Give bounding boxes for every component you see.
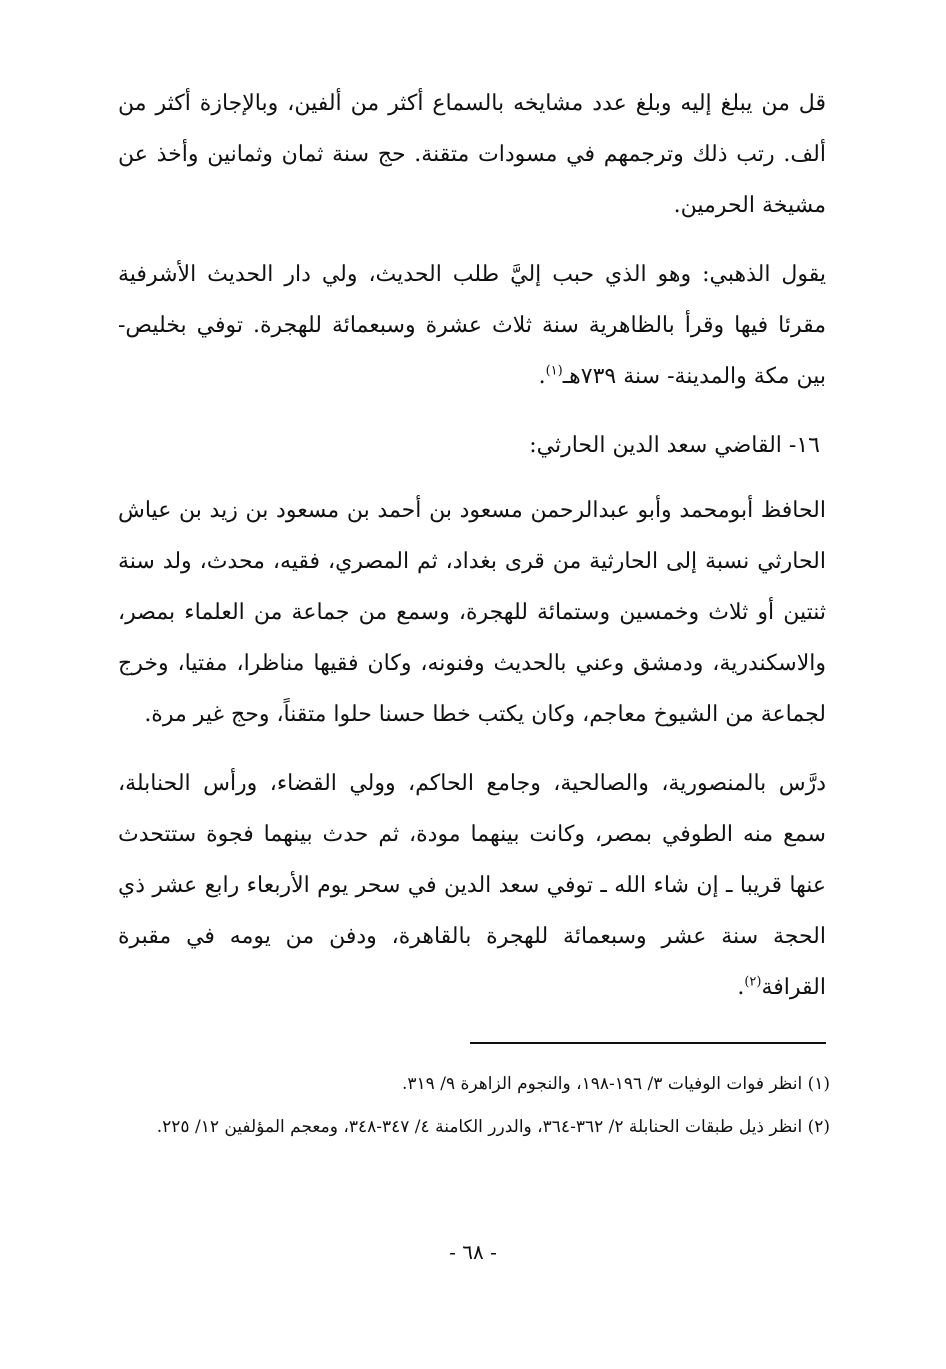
page-number: - ٦٨ - (449, 1240, 497, 1264)
footnote-2: (٢) انظر ذيل طبقات الحنابلة ٢/ ٣٦٢-٣٦٤، والدرر الكامنة ٤/ ٣٤٧-٣٤٨، ومعجم المؤلفين ١٢/ ٢٢٥. (156, 1117, 830, 1137)
main-text (118, 78, 826, 1031)
paragraph-4-end: . (737, 975, 745, 1000)
paragraph-2-text: يقول الذهبي: وهو الذي حبب إليَّ طلب الحديث، ولي دار الحديث الأشرفية مقرئا فيها وقرأ بالظاهرية سنة ثلاث عشرة وسبعمائة للهجرة. توفي بخليص- بين مكة والمدينة- سنة ٧٣٩هـ (118, 262, 826, 389)
footnote-ref-2: (٢) (744, 974, 762, 990)
footnote-separator (470, 1042, 826, 1044)
paragraph-1 (118, 78, 826, 231)
paragraph-3-text: الحافظ أبومحمد وأبو عبدالرحمن مسعود بن أحمد بن مسعود بن زيد بن عياش الحارثي نسبة إلى الحارثية من قرى بغداد، ثم المصري، فقيه، محدث، ولد سنة ثنتين أو ثلاث وخمسين وستمائة للهجرة، وسمع من جماعة من العلماء بمصر، والاسكندرية، ودمشق وعني بالحديث وفنونه، وكان فقيها مناظرا، مفتيا، وخرج لجماعة من الشيوخ معاجم، وكان يكتب خطا حسنا حلوا متقناً، وحج غير مرة. (118, 498, 826, 727)
paragraph-1-text: قل من يبلغ إليه وبلغ عدد مشايخه بالسماع أكثر من ألفين، وبالإجازة أكثر من ألف. رتب ذلك وترجمهم في مسودات متقنة. حج سنة ثمان وثمانين وأخذ عن مشيخة الحرمين. (118, 91, 826, 218)
paragraph-4 (118, 758, 826, 1013)
paragraph-4-text: درَّس بالمنصورية، والصالحية، وجامع الحاكم، وولي القضاء، ورأس الحنابلة، سمع منه الطوفي بمصر، وكانت بينهما مودة، ثم حدث بينهما فجوة ستتحدث عنها قريبا ـ إن شاء الله ـ توفي سعد الدين في سحر يوم الأربعاء رابع عشر ذي الحجة سنة عشر وسبعمائة للهجرة بالقاهرة، ودفن من يومه في مقبرة القرافة (118, 771, 826, 1000)
section-heading-text: ١٦- القاضي سعد الدين الحارثي: (529, 433, 820, 458)
footnote-ref-1: (١) (545, 363, 563, 379)
footnote-1: (١) انظر فوات الوفيات ٣/ ١٩٦-١٩٨، والنجوم الزاهرة ٩/ ٣١٩. (402, 1074, 830, 1094)
section-heading (118, 420, 826, 471)
footnotes (118, 1068, 830, 1154)
paragraph-3 (118, 485, 826, 740)
paragraph-2-end: . (538, 364, 546, 389)
paragraph-2 (118, 249, 826, 402)
